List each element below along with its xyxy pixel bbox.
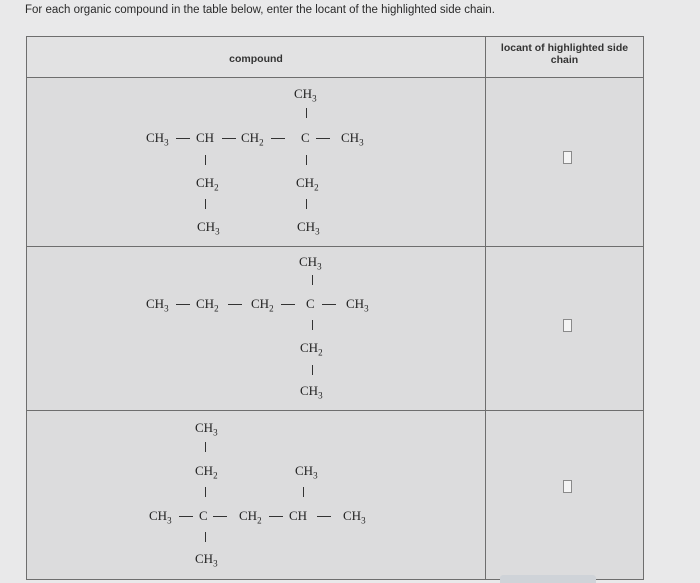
bond <box>303 487 304 497</box>
group-ch3: $CH_3$ <box>149 508 172 526</box>
group-ch2: $CH_2$ <box>251 296 274 314</box>
group-ch2: $CH_2$ <box>241 130 264 148</box>
bond <box>205 199 206 209</box>
bond <box>312 320 313 330</box>
group-ch2: $CH_2$ <box>195 463 218 481</box>
group-ch3: $CH_3$ <box>146 130 169 148</box>
group-ch2: $CH_2$ <box>300 340 323 358</box>
compound-table <box>26 36 644 580</box>
bond <box>205 442 206 452</box>
table-header <box>27 37 643 78</box>
partial-button[interactable] <box>500 575 596 583</box>
group-ch3: $CH_3$ <box>195 551 218 569</box>
group-ch3: $CH_3$ <box>295 463 318 481</box>
bond <box>281 304 295 305</box>
bond <box>271 138 285 139</box>
bond <box>205 487 206 497</box>
bond <box>312 275 313 285</box>
group-ch3: $CH_3$ <box>341 130 364 148</box>
bond <box>205 532 206 542</box>
group-ch: CH <box>196 130 215 145</box>
bond <box>176 304 190 305</box>
locant-answer-box-2[interactable] <box>563 319 572 332</box>
group-ch3: $CH_3$ <box>343 508 366 526</box>
header-locant: locant of highlighted side chain <box>500 42 629 66</box>
table-row <box>27 78 643 247</box>
group-ch2: $CH_2$ <box>196 296 219 314</box>
bond <box>306 155 307 165</box>
bond <box>213 516 227 517</box>
group-ch2: $CH_2$ <box>196 175 219 193</box>
instruction-text: For each organic compound in the table below, enter the locant of the highlighted side chain. <box>25 4 495 16</box>
bond <box>179 516 193 517</box>
locant-answer-box-3[interactable] <box>563 480 572 493</box>
group-ch3: $CH_3$ <box>300 383 323 401</box>
group-ch3: $CH_3$ <box>146 296 169 314</box>
bond <box>312 365 313 375</box>
group-ch2: $CH_2$ <box>239 508 262 526</box>
bond <box>317 516 331 517</box>
bond <box>306 199 307 209</box>
group-c: C <box>306 296 315 311</box>
group-ch: CH <box>289 508 308 523</box>
group-ch2: $CH_2$ <box>296 175 319 193</box>
group-ch3: $CH_3$ <box>299 254 322 272</box>
locant-answer-box-1[interactable] <box>563 151 572 164</box>
bond <box>205 155 206 165</box>
group-ch3: $CH_3$ <box>197 219 220 237</box>
group-ch3: $CH_3$ <box>346 296 369 314</box>
header-compound: compound <box>229 53 283 65</box>
group-c: C <box>199 508 208 523</box>
table-row <box>27 411 643 579</box>
bond <box>306 108 307 118</box>
bond <box>316 138 330 139</box>
bond <box>176 138 190 139</box>
group-ch3: $CH_3$ <box>195 420 218 438</box>
group-c: C <box>301 130 310 145</box>
bond <box>322 304 336 305</box>
table-row <box>27 247 643 411</box>
bond <box>222 138 236 139</box>
bond <box>228 304 242 305</box>
group-ch3: $CH_3$ <box>297 219 320 237</box>
bond <box>269 516 283 517</box>
group-ch3: $CH_3$ <box>294 86 317 104</box>
